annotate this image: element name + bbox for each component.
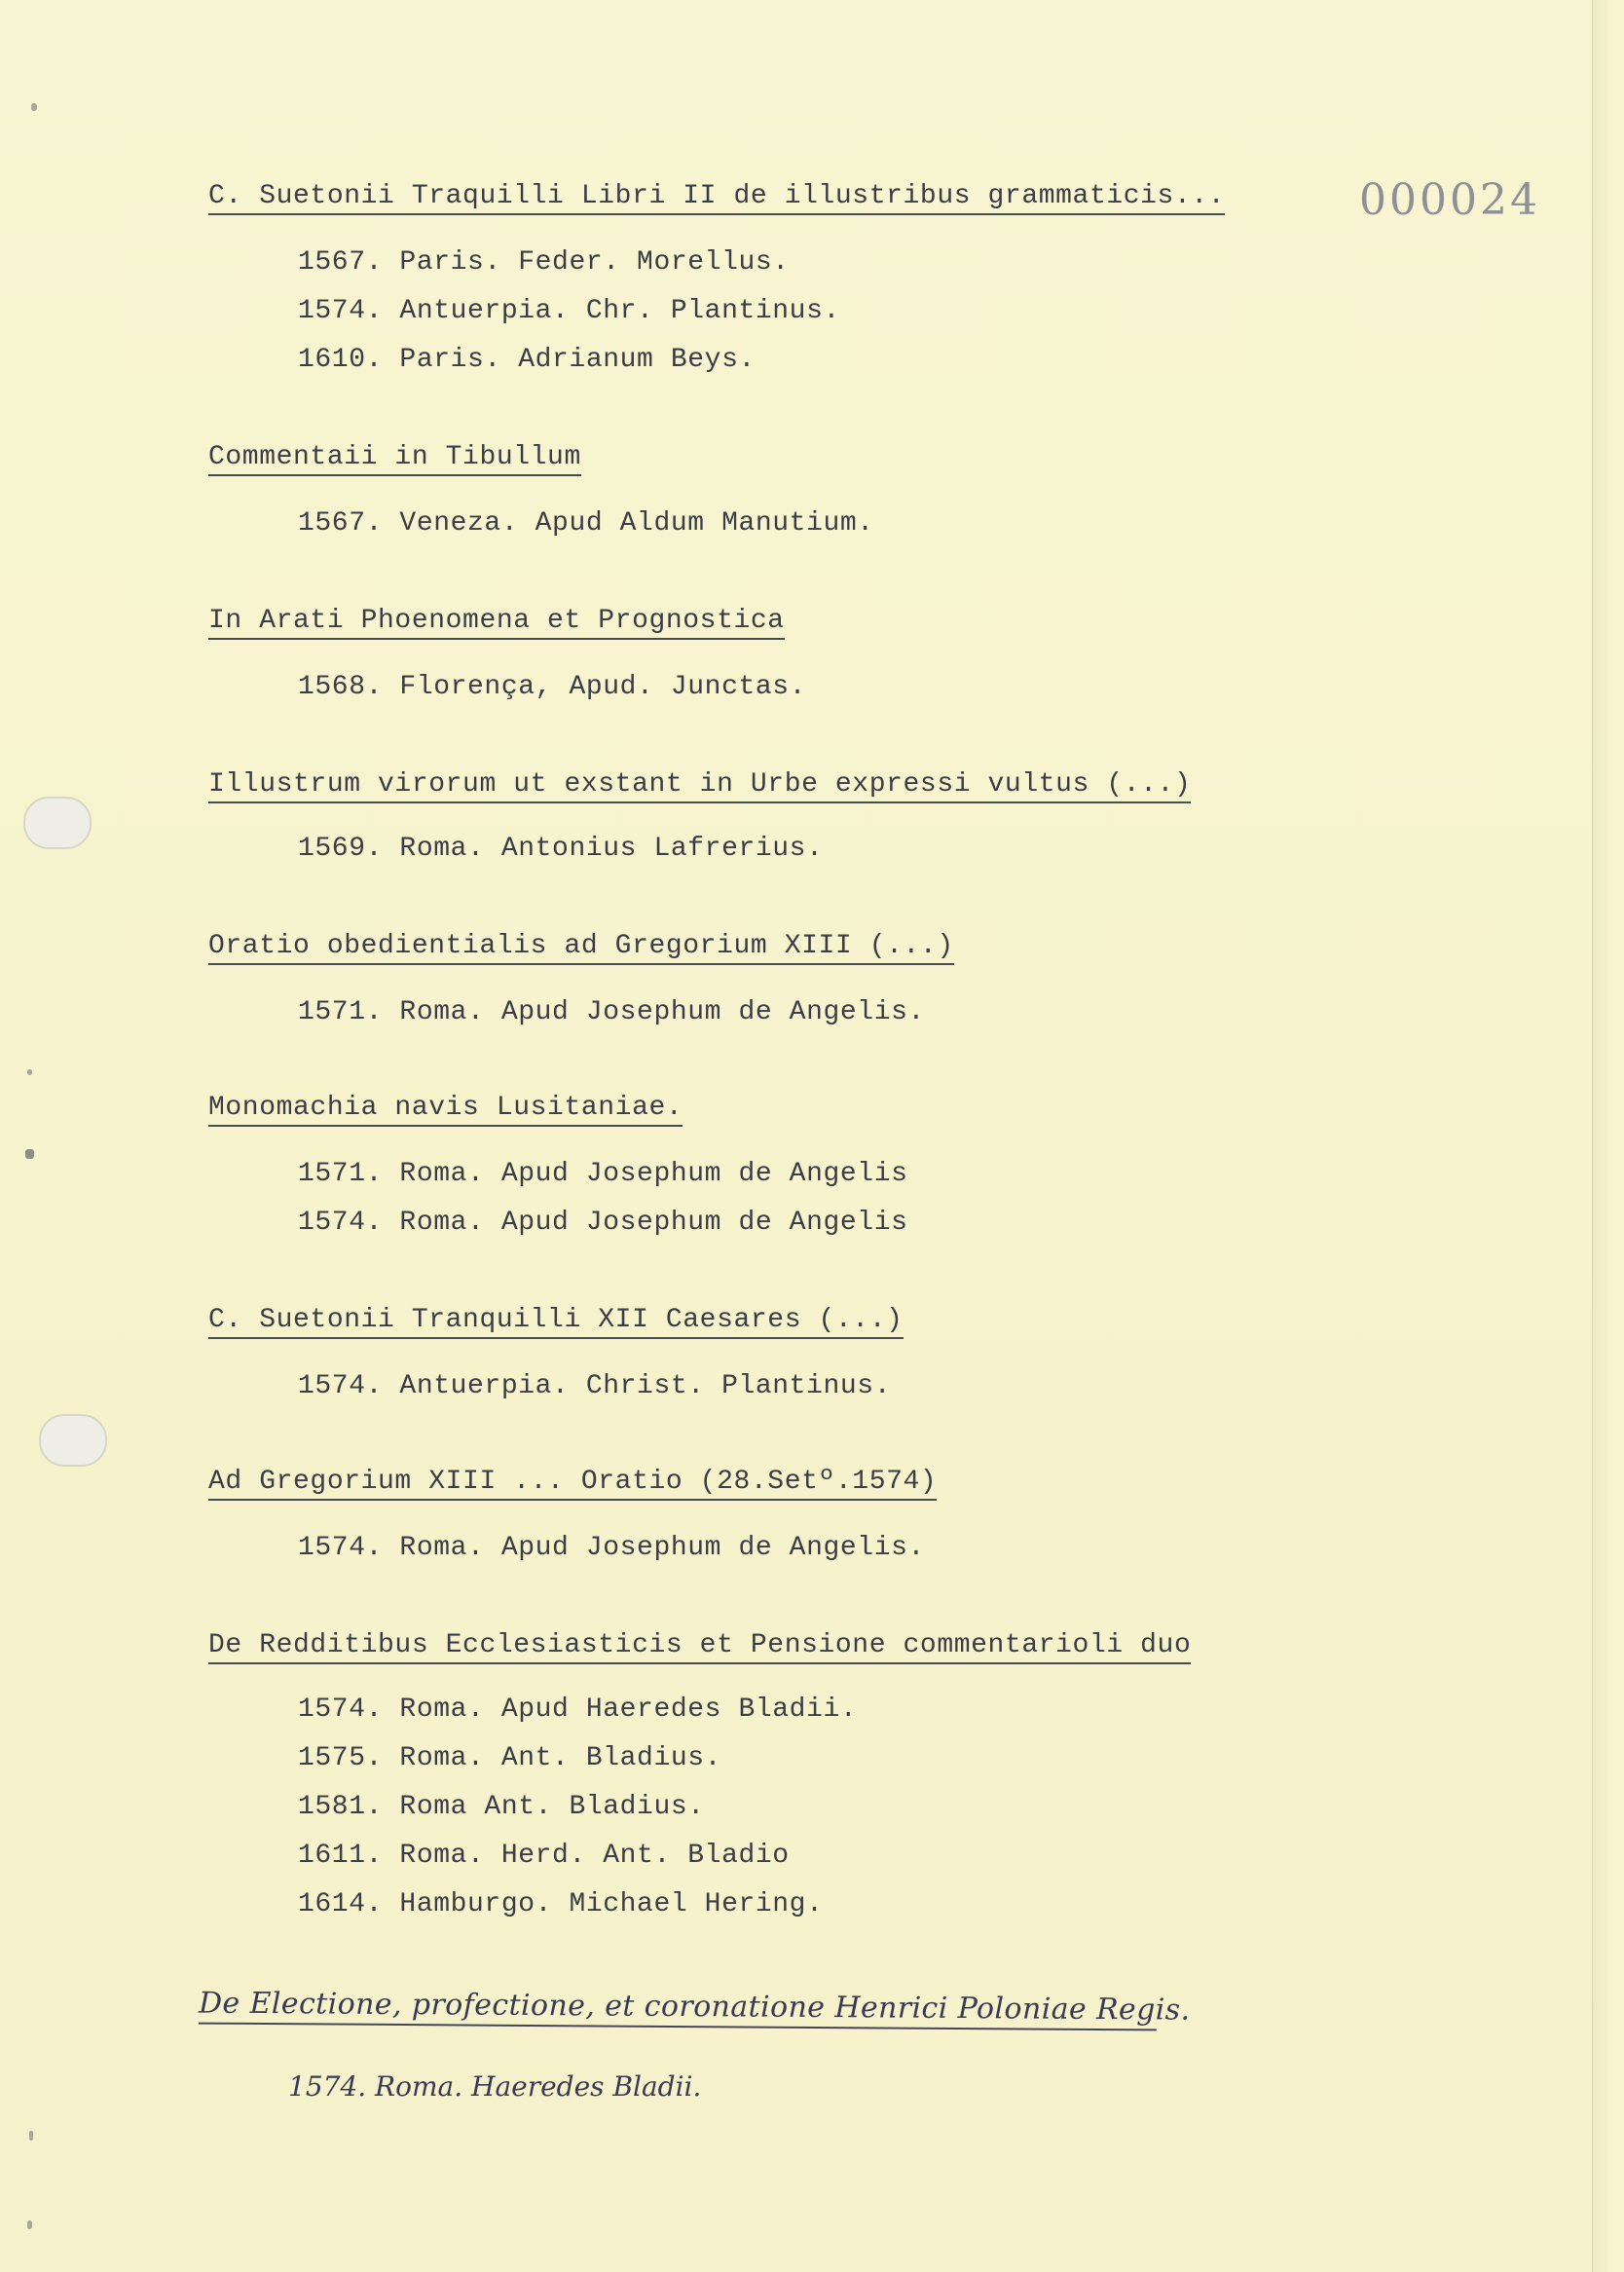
edition-line: 1574. Roma. Apud Haeredes Bladii. — [298, 1695, 858, 1725]
paper-speck — [29, 2131, 33, 2141]
page-number: 000024 — [1359, 175, 1540, 225]
entry-title: Illustrum virorum ut exstant in Urbe expressi vultus (...) — [208, 769, 1191, 803]
punch-hole — [39, 1414, 107, 1467]
paper-speck — [31, 103, 37, 111]
entry-title: C. Suetonii Traquilli Libri II de illustribus grammaticis... — [208, 181, 1225, 215]
entry-title: De Redditibus Ecclesiasticis et Pensione commentarioli duo — [208, 1630, 1191, 1664]
edition-line: 1567. Paris. Feder. Morellus. — [298, 247, 790, 278]
edition-line: 1574. Roma. Apud Josephum de Angelis. — [298, 1533, 925, 1563]
entry-title: Commentaii in Tibullum — [208, 442, 581, 476]
edition-line: 1614. Hamburgo. Michael Hering. — [298, 1889, 824, 1919]
entry-title: Monomachia navis Lusitaniae. — [208, 1093, 683, 1127]
edition-line: 1574. Antuerpia. Christ. Plantinus. — [298, 1371, 892, 1401]
handwritten-edition: 1574. Roma. Haeredes Bladii. — [288, 2070, 702, 2103]
edition-line: 1571. Roma. Apud Josephum de Angelis. — [298, 997, 925, 1027]
edition-line: 1574. Roma. Apud Josephum de Angelis — [298, 1208, 908, 1238]
entry-title: Oratio obedientialis ad Gregorium XIII (...) — [208, 931, 954, 965]
paper-edge — [1592, 0, 1608, 2272]
handwritten-title: De Electione, profectione, et coronatione Henrici Poloniae Regis. — [199, 1987, 1157, 2031]
edition-line: 1581. Roma Ant. Bladius. — [298, 1792, 705, 1822]
edition-line: 1574. Antuerpia. Chr. Plantinus. — [298, 296, 840, 326]
edition-line: 1610. Paris. Adrianum Beys. — [298, 345, 756, 375]
entry-title: Ad Gregorium XIII ... Oratio (28.Setº.1574) — [208, 1467, 937, 1501]
paper-speck — [27, 2220, 32, 2229]
edition-line: 1569. Roma. Antonius Lafrerius. — [298, 834, 824, 864]
edition-line: 1611. Roma. Herd. Ant. Bladio — [298, 1841, 790, 1871]
entry-title: C. Suetonii Tranquilli XII Caesares (...) — [208, 1305, 904, 1339]
edition-line: 1567. Veneza. Apud Aldum Manutium. — [298, 508, 874, 539]
edition-line: 1575. Roma. Ant. Bladius. — [298, 1743, 722, 1773]
paper-speck — [27, 1069, 32, 1075]
edition-line: 1571. Roma. Apud Josephum de Angelis — [298, 1159, 908, 1189]
entry-title: In Arati Phoenomena et Prognostica — [208, 606, 785, 640]
punch-hole — [23, 797, 92, 849]
edition-line: 1568. Florença, Apud. Junctas. — [298, 672, 807, 702]
paper-speck — [25, 1149, 34, 1159]
